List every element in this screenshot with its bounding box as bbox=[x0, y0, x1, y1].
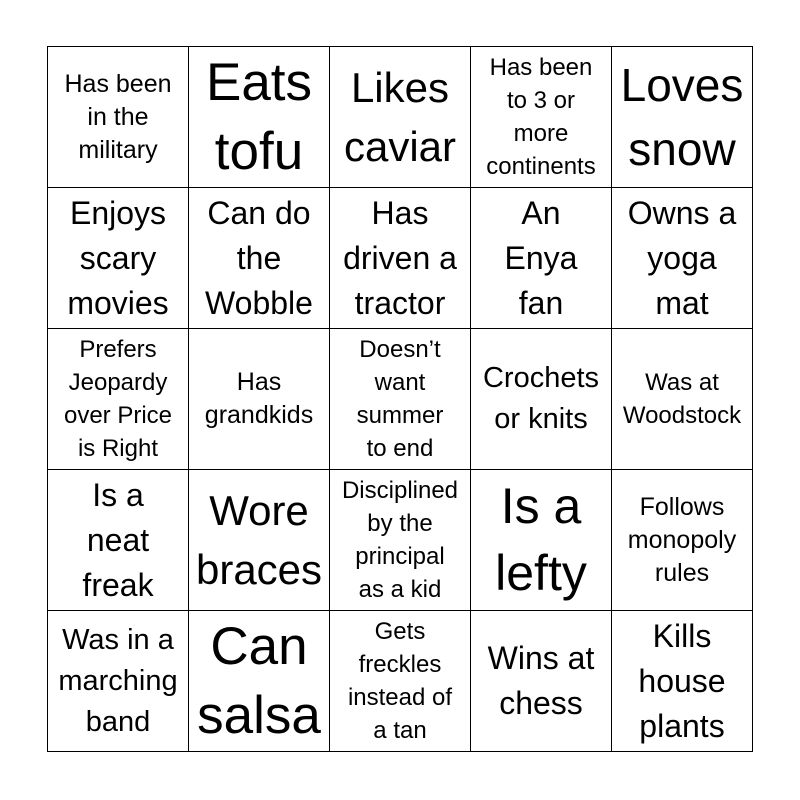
cell-text: Has been in the military bbox=[64, 69, 172, 164]
bingo-cell-5[interactable] bbox=[612, 47, 753, 188]
cell-text: Can do the Wobble bbox=[205, 194, 313, 321]
bingo-cell-7[interactable] bbox=[189, 188, 330, 329]
cell-text: Eats tofu bbox=[205, 53, 313, 181]
bingo-cell-14[interactable] bbox=[471, 329, 612, 470]
cell-text: Has grandkids bbox=[204, 368, 314, 429]
bingo-board bbox=[47, 46, 753, 752]
cell-text: Loves snow bbox=[620, 59, 744, 175]
bingo-cell-17[interactable] bbox=[189, 470, 330, 611]
cell-text: Prefers Jeopardy over Price is Right bbox=[63, 336, 173, 462]
cell-text: Can salsa bbox=[197, 617, 321, 745]
bingo-cell-24[interactable] bbox=[471, 611, 612, 752]
bingo-cell-22[interactable] bbox=[189, 611, 330, 752]
cell-text: Is a lefty bbox=[495, 478, 587, 601]
cell-text: Doesn’t want summer to end bbox=[356, 336, 444, 462]
bingo-cell-15[interactable] bbox=[612, 329, 753, 470]
bingo-cell-23[interactable] bbox=[330, 611, 471, 752]
cell-text: Wore braces bbox=[195, 487, 323, 593]
bingo-cell-16[interactable] bbox=[48, 470, 189, 611]
bingo-cell-2[interactable] bbox=[189, 47, 330, 188]
bingo-cell-10[interactable] bbox=[612, 188, 753, 329]
cell-text: Crochets or knits bbox=[482, 362, 600, 435]
bingo-cell-6[interactable] bbox=[48, 188, 189, 329]
bingo-cell-4[interactable] bbox=[471, 47, 612, 188]
bingo-cell-20[interactable] bbox=[612, 470, 753, 611]
cell-text: Likes caviar bbox=[343, 64, 457, 170]
bingo-cell-25[interactable] bbox=[612, 611, 753, 752]
cell-text: Has been to 3 or more continents bbox=[486, 54, 596, 180]
cell-text: Is a neat freak bbox=[82, 476, 154, 603]
cell-text: An Enya fan bbox=[504, 194, 578, 321]
cell-text: Was in a marching band bbox=[58, 623, 178, 738]
bingo-cell-19[interactable] bbox=[471, 470, 612, 611]
bingo-cell-18[interactable] bbox=[330, 470, 471, 611]
bingo-cell-13[interactable] bbox=[330, 329, 471, 470]
cell-text: Kills house plants bbox=[638, 617, 726, 744]
bingo-cell-21[interactable] bbox=[48, 611, 189, 752]
bingo-cell-9[interactable] bbox=[471, 188, 612, 329]
cell-text: Enjoys scary movies bbox=[67, 194, 169, 321]
cell-text: Follows monopoly rules bbox=[627, 492, 737, 587]
cell-text: Was at Woodstock bbox=[622, 369, 742, 429]
bingo-cell-3[interactable] bbox=[330, 47, 471, 188]
bingo-cell-12[interactable] bbox=[189, 329, 330, 470]
cell-text: Has driven a tractor bbox=[343, 194, 457, 321]
cell-text: Disciplined by the principal as a kid bbox=[341, 477, 459, 603]
cell-text: Gets freckles instead of a tan bbox=[347, 618, 453, 744]
bingo-cell-1[interactable] bbox=[48, 47, 189, 188]
bingo-cell-8[interactable] bbox=[330, 188, 471, 329]
cell-text: Owns a yoga mat bbox=[627, 194, 737, 321]
cell-text: Wins at chess bbox=[487, 640, 595, 721]
bingo-cell-11[interactable] bbox=[48, 329, 189, 470]
